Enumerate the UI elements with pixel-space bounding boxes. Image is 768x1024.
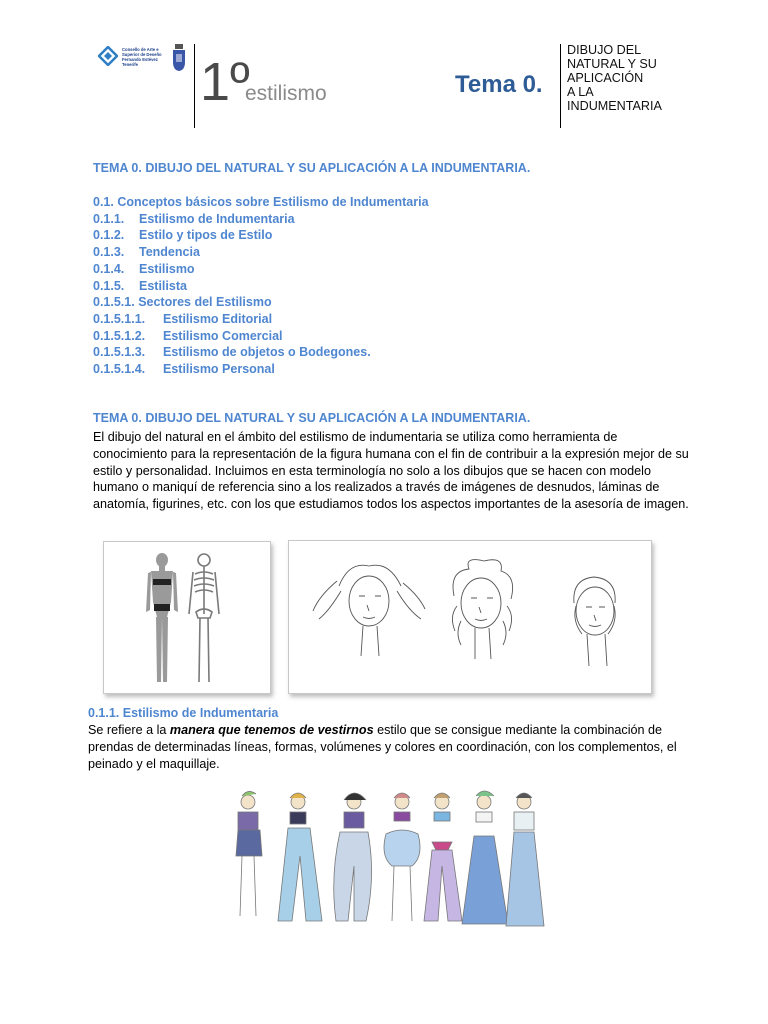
- toc-item: [93, 344, 429, 361]
- toc-item: [93, 244, 429, 261]
- toc-item: [93, 294, 429, 311]
- section-title: TEMA 0. DIBUJO DEL NATURAL Y SU APLICACIÓN A LA INDUMENTARIA.: [93, 411, 531, 425]
- toc-item-number: 0.1.4.: [93, 261, 125, 276]
- toc-item-number: 0.1.2.: [93, 228, 125, 243]
- subsection-paragraph: [88, 722, 688, 773]
- paragraph-text: estilo que se consigue mediante la combinación de prendas de determinadas líneas, formas, volúmenes y colores en coordinación, con los complementos, el peinado y el maquillaje.: [88, 723, 677, 771]
- toc-item-label: Estilista: [139, 278, 187, 293]
- toc-item: [93, 227, 429, 244]
- course-name: estilismo: [245, 82, 327, 105]
- tema-subtitle-line: DIBUJO DEL: [567, 43, 642, 57]
- toc-item-number: 0.1.5.: [93, 278, 125, 293]
- paragraph-text: Se refiere a la: [88, 723, 170, 737]
- toc-item-label: Sectores del Estilismo: [138, 295, 272, 310]
- logo-text: Consello de Arte e Superior de Deseño Fernando Estévez Tenerife: [122, 47, 162, 67]
- tema-subtitle-line: A LA: [567, 85, 594, 99]
- toc-item-label: Estilo y tipos de Estilo: [139, 228, 273, 243]
- table-of-contents: [93, 194, 429, 378]
- toc-item: [93, 194, 429, 211]
- toc-item-number: 0.1.5.1.1.: [93, 311, 146, 326]
- toc-item-label: Estilismo: [139, 261, 195, 276]
- toc-item-number: 0.1.1.: [93, 211, 125, 226]
- toc-item-label: Estilismo de objetos o Bodegones.: [163, 345, 371, 360]
- subsection-title: 0.1.1. Estilismo de Indumentaria: [88, 706, 279, 720]
- toc-item-label: Estilismo de Indumentaria: [139, 211, 295, 226]
- tema-subtitle: [567, 43, 687, 113]
- toc-item-number: 0.1.5.1.2.: [93, 328, 146, 343]
- toc-item-number: 0.1.5.1.: [93, 295, 135, 310]
- section-paragraph: El dibujo del natural en el ámbito del estilismo de indumentaria se utiliza como herramienta de conocimiento para la representación de la figura humana con el fin de contribuir a la expresión mejor de su estilo y personalidad. Incluimos en esta terminología no solo a los dibujos que se hacen con modelo humano o maniquí de referencia sino a los realizados a través de imágenes de desnudos, láminas de anatomía, figurines, etc. con los que estudiamos todos los aspectos importantes de la asesoría de imagen.: [93, 430, 689, 512]
- toc-item-label: Tendencia: [139, 245, 200, 260]
- fashion-figurines-image: [226, 786, 546, 938]
- toc-item-number: 0.1.: [93, 195, 114, 209]
- paragraph-emphasis: manera que tenemos de vestirnos: [169, 723, 374, 737]
- school-logo: [98, 44, 190, 76]
- toc-item-label: Estilismo Comercial: [163, 328, 283, 343]
- tema-subtitle-line: APLICACIÓN: [567, 71, 644, 85]
- course-number: 1º: [200, 52, 250, 112]
- face-sketches-image: [288, 540, 652, 694]
- toc-item-number: 0.1.3.: [93, 245, 125, 260]
- toc-item: [93, 328, 429, 345]
- anatomy-figure-image: [103, 541, 271, 694]
- toc-item: [93, 278, 429, 295]
- toc-item-number: 0.1.5.1.3.: [93, 345, 146, 360]
- toc-item-label: Estilismo Editorial: [163, 311, 273, 326]
- tema-title: Tema 0.: [455, 71, 543, 98]
- toc-item: [93, 261, 429, 278]
- header-divider-left: [194, 44, 195, 128]
- toc-item: [93, 311, 429, 328]
- toc-item-label: Estilismo Personal: [163, 362, 275, 377]
- toc-item-label: Conceptos básicos sobre Estilismo de Indumentaria: [117, 195, 429, 209]
- logo-diamond-icon: [98, 46, 118, 66]
- toc-item: [93, 361, 429, 378]
- coat-of-arms-icon: [172, 44, 186, 72]
- toc-item-number: 0.1.5.1.4.: [93, 362, 146, 377]
- index-title: TEMA 0. DIBUJO DEL NATURAL Y SU APLICACIÓN A LA INDUMENTARIA.: [93, 161, 531, 175]
- toc-item: [93, 211, 429, 228]
- tema-subtitle-line: INDUMENTARIA: [567, 99, 662, 113]
- tema-subtitle-line: NATURAL Y SU: [567, 57, 657, 71]
- header-divider-right: [560, 44, 561, 128]
